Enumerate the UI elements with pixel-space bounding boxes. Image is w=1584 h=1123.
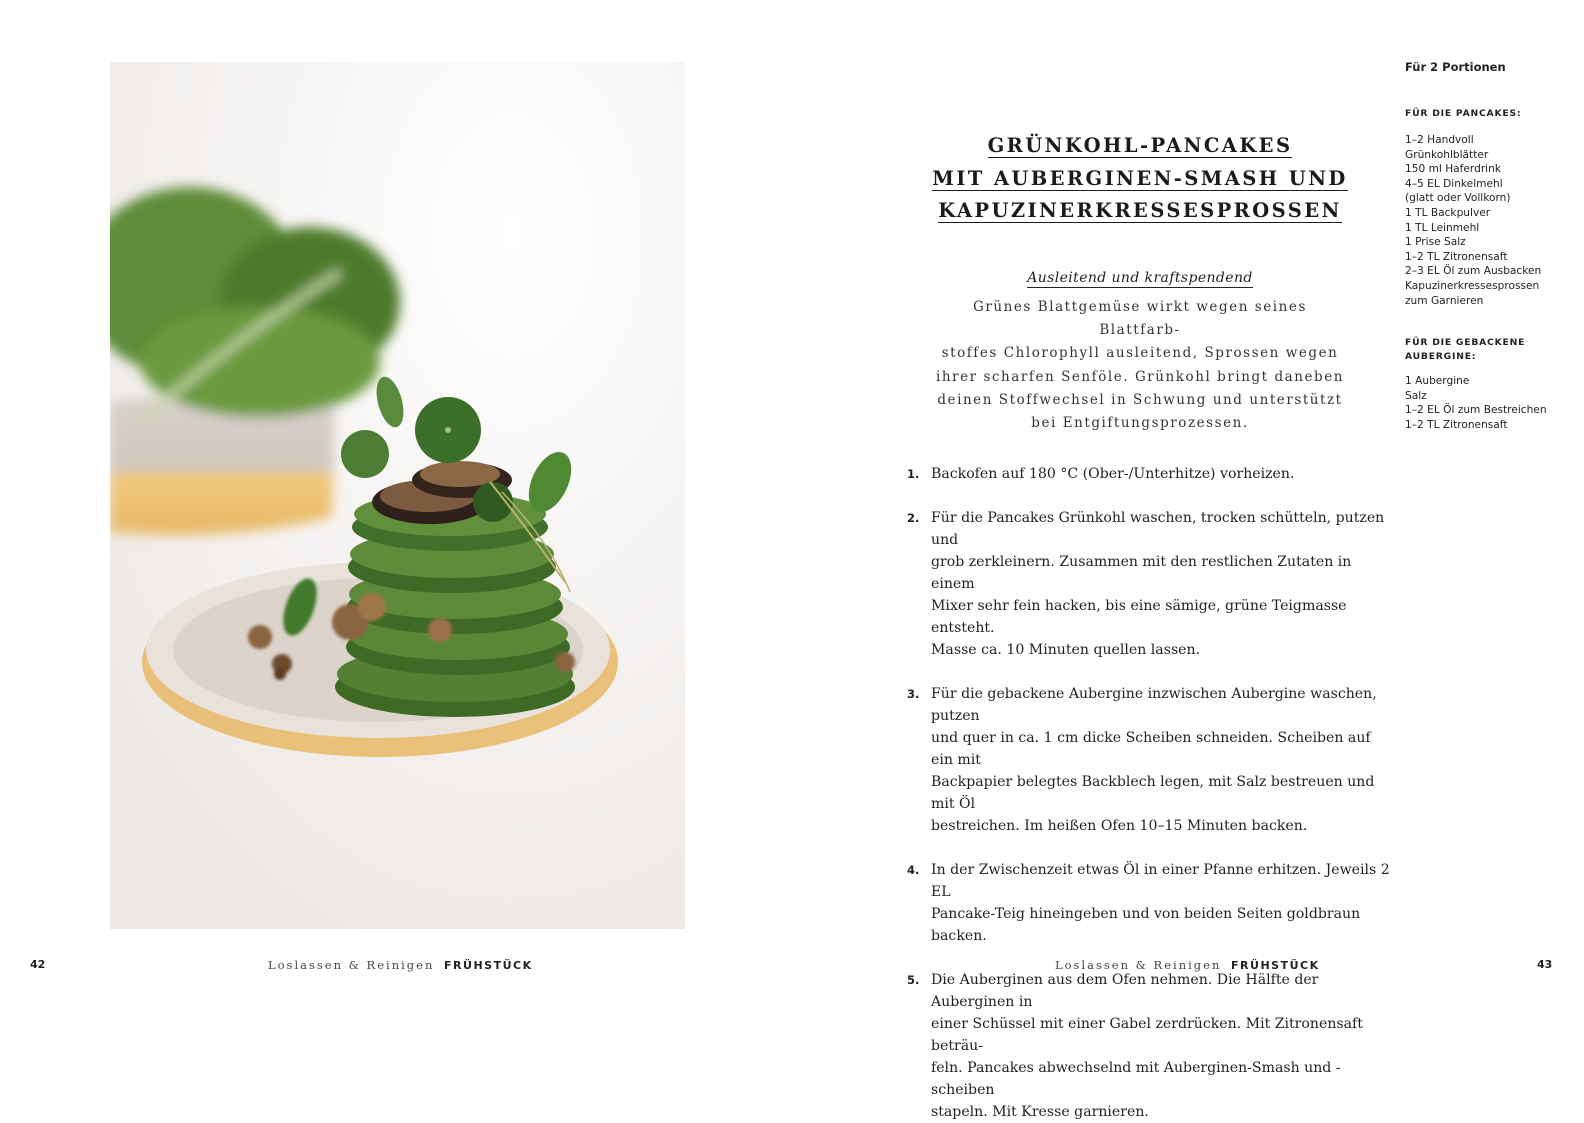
ingredient-list <box>1405 133 1575 308</box>
intro-line: deinen Stoffwechsel in Schwung und unterstützt <box>937 391 1343 408</box>
step-number: 5. <box>907 973 920 987</box>
step-number: 2. <box>907 511 920 525</box>
ingredient-item: 1 Prise Salz <box>1405 236 1466 249</box>
ingredient-group-heading <box>1405 107 1575 121</box>
instruction-steps <box>907 463 1397 1123</box>
ingredient-item: 2–3 EL Öl zum Ausbacken <box>1405 265 1542 278</box>
step-line: stapeln. Mit Kresse garnieren. <box>931 1104 1149 1120</box>
ingredient-item: Salz <box>1405 389 1427 402</box>
footer-section: FRÜHSTÜCK <box>1231 959 1320 972</box>
recipe-subtitle <box>930 270 1350 286</box>
ingredient-item: 1–2 EL Öl zum Bestreichen <box>1405 404 1547 417</box>
step-number: 4. <box>907 863 920 877</box>
step-4 <box>907 859 1397 947</box>
footer-right <box>1055 958 1320 972</box>
page-number-left: 42 <box>30 958 46 971</box>
heading-line: FÜR DIE PANCAKES: <box>1405 108 1522 119</box>
ingredient-item: 1–2 TL Zitronensaft <box>1405 418 1508 431</box>
ingredient-item: 150 ml Haferdrink <box>1405 163 1501 176</box>
ingredient-item: 1 TL Leinmehl <box>1405 221 1480 234</box>
step-line: Pancake-Teig hineingeben und von beiden Seiten goldbraun backen. <box>931 906 1361 944</box>
step-number: 3. <box>907 687 920 701</box>
title-line: MIT AUBERGINEN-SMASH UND <box>932 166 1348 190</box>
intro-line: Grünes Blattgemüse wirkt wegen seines Blattfarb- <box>973 299 1307 339</box>
step-line: feln. Pancakes abwechselnd mit Auberginen-Smash und -scheiben <box>931 1060 1341 1098</box>
step-2 <box>907 507 1397 661</box>
step-line: Für die Pancakes Grünkohl waschen, trocken schütteln, putzen und <box>931 510 1385 548</box>
step-line: Mixer sehr fein hacken, bis eine sämige, grüne Teigmasse entsteht. <box>931 598 1347 636</box>
step-line: grob zerkleinern. Zusammen mit den restlichen Zutaten in einem <box>931 554 1352 592</box>
ingredient-list <box>1405 374 1575 432</box>
ingredient-item: 1–2 TL Zitronensaft <box>1405 250 1508 263</box>
intro-line: bei Entgiftungsprozessen. <box>1031 415 1249 432</box>
step-line: bestreichen. Im heißen Ofen 10–15 Minuten backen. <box>931 818 1308 834</box>
kale-pancakes-photo-icon <box>110 62 685 929</box>
ingredient-group-pancakes <box>1405 107 1575 308</box>
intro-line: ihrer scharfen Senföle. Grünkohl bringt daneben <box>935 368 1345 385</box>
ingredient-item: Grünkohlblätter <box>1405 148 1489 161</box>
step-number: 1. <box>907 467 920 481</box>
step-line: einer Schüssel mit einer Gabel zerdrücken. Mit Zitronensaft beträu- <box>931 1016 1363 1054</box>
servings-label: Für 2 Portionen <box>1405 60 1506 74</box>
intro-line: stoffes Chlorophyll ausleitend, Sprossen wegen <box>941 345 1339 362</box>
heading-line: FÜR DIE GEBACKENE <box>1405 337 1526 349</box>
step-line: und quer in ca. 1 cm dicke Scheiben schneiden. Scheiben auf ein mit <box>931 730 1371 768</box>
step-5 <box>907 969 1397 1123</box>
step-3 <box>907 683 1397 837</box>
ingredient-item: 1 TL Backpulver <box>1405 206 1491 219</box>
page-number-right: 43 <box>1537 958 1553 971</box>
footer-book-part: Loslassen & Reinigen <box>268 958 435 972</box>
subtitle-text: Ausleitend und kraftspendend <box>1027 270 1253 286</box>
footer-left <box>268 958 533 972</box>
ingredient-item: zum Garnieren <box>1405 294 1484 307</box>
title-line: KAPUZINERKRESSESPROSSEN <box>938 199 1342 222</box>
step-line: Masse ca. 10 Minuten quellen lassen. <box>931 642 1201 658</box>
recipe-photo <box>110 62 685 929</box>
ingredient-item: 1–2 Handvoll <box>1405 134 1474 146</box>
step-1 <box>907 463 1397 485</box>
footer-book-part: Loslassen & Reinigen <box>1055 958 1222 972</box>
step-line: In der Zwischenzeit etwas Öl in einer Pfanne erhitzen. Jeweils 2 EL <box>931 862 1390 900</box>
step-line: Backofen auf 180 °C (Ober-/Unterhitze) vorheizen. <box>931 466 1295 482</box>
step-line: Für die gebackene Aubergine inzwischen Aubergine waschen, putzen <box>931 686 1377 724</box>
ingredient-group-aubergine <box>1405 336 1575 432</box>
ingredient-item: 4–5 EL Dinkelmehl <box>1405 177 1503 190</box>
ingredient-item: (glatt oder Vollkorn) <box>1405 192 1511 205</box>
footer-section: FRÜHSTÜCK <box>444 959 533 972</box>
heading-line: AUBERGINE: <box>1405 351 1477 363</box>
step-line: Backpapier belegtes Backblech legen, mit Salz bestreuen und mit Öl <box>931 774 1375 812</box>
title-line: GRÜNKOHL-PANCAKES <box>987 134 1293 157</box>
recipe-title <box>930 130 1350 228</box>
ingredient-item: Kapuzinerkressesprossen <box>1405 279 1540 292</box>
ingredient-item: 1 Aubergine <box>1405 375 1470 388</box>
recipe-intro <box>930 296 1350 435</box>
ingredient-group-heading <box>1405 336 1575 364</box>
step-line: Die Auberginen aus dem Ofen nehmen. Die Hälfte der Auberginen in <box>931 972 1319 1010</box>
ingredients-sidebar <box>1405 60 1575 433</box>
